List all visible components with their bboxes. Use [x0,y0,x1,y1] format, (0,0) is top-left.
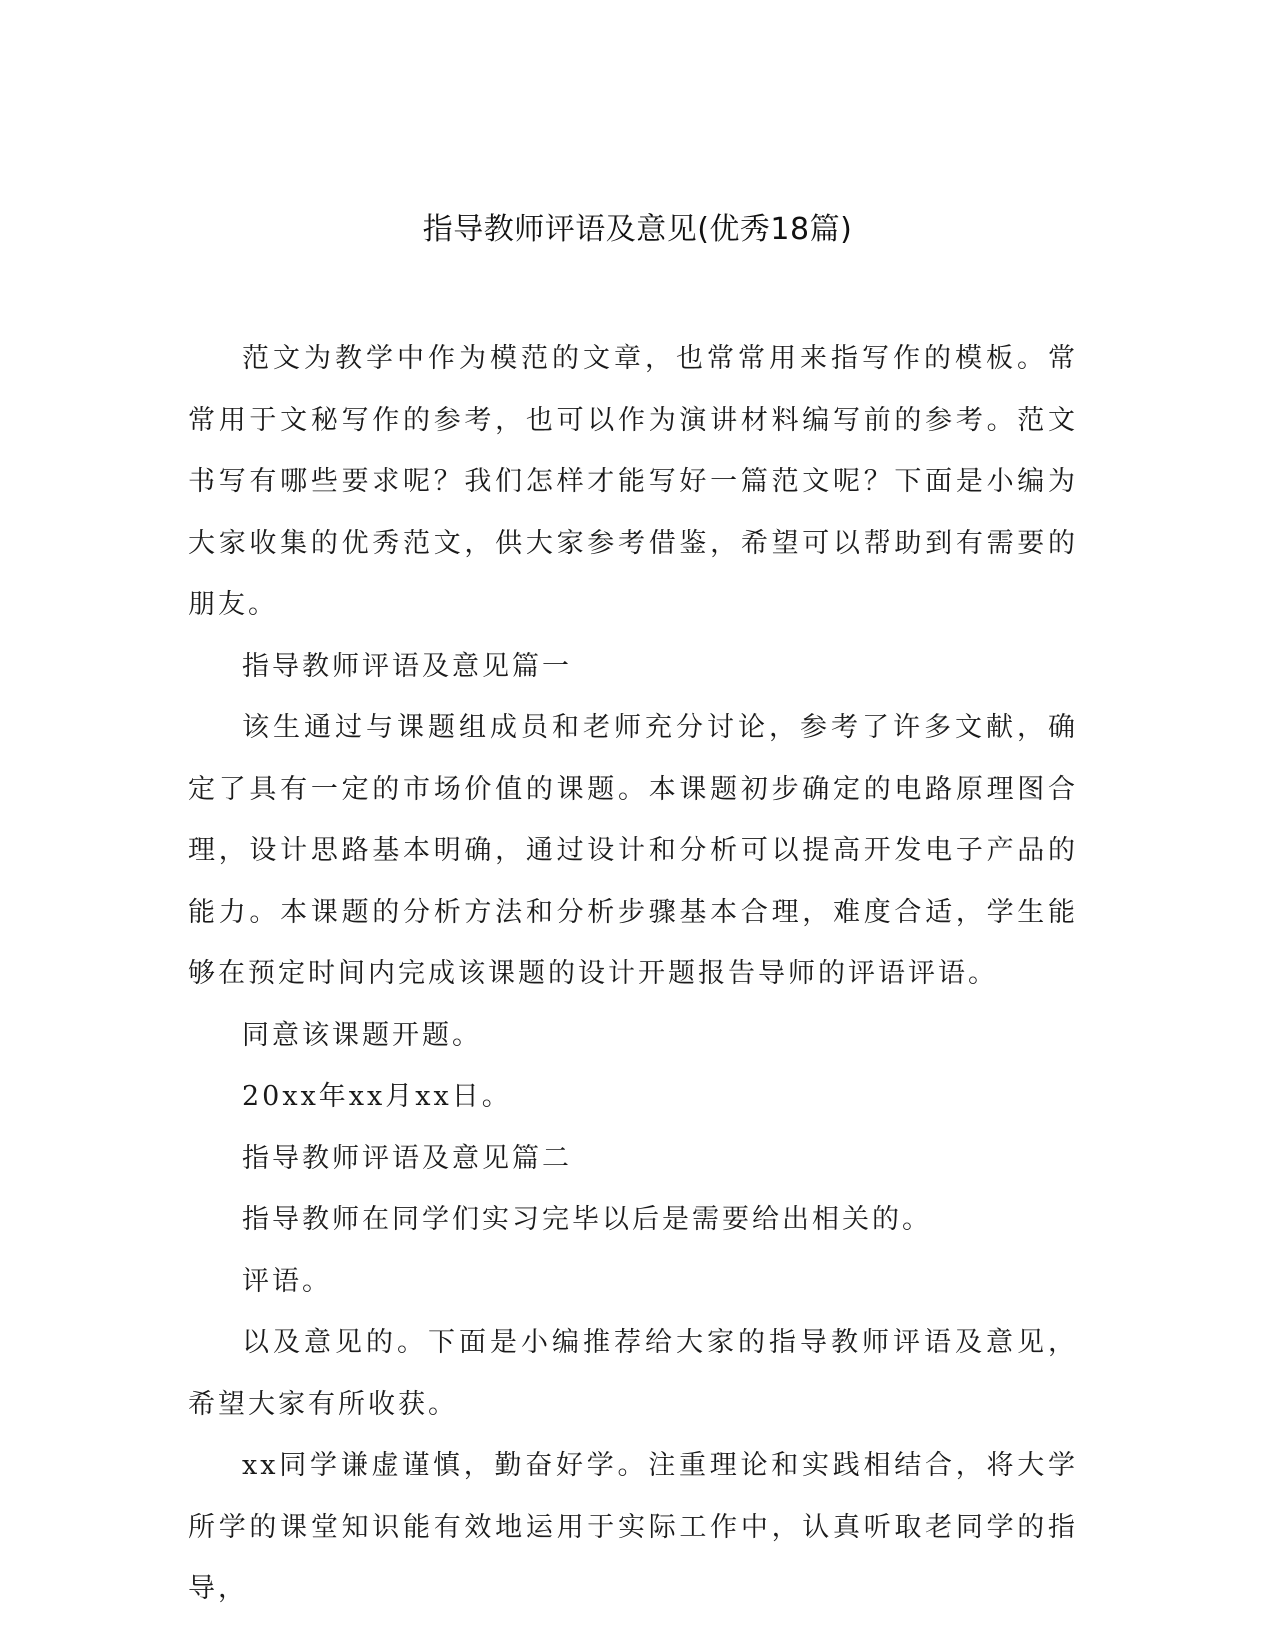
document-title: 指导教师评语及意见(优秀18篇) [422,212,853,247]
body-paragraph: 同意该课题开题。 [242,1019,482,1051]
date-line: 20xx年xx月xx日。 [242,1081,512,1112]
document-body [188,328,1078,1620]
body-paragraph: 该生通过与课题组成员和老师充分讨论，参考了许多文献，确定了具有一定的市场价值的课题。本课题初步确定的电路原理图合理，设计思路基本明确，通过设计和分析可以提高开发电子产品的能力。本课题的分析方法和分析步骤基本合理，难度合适，学生能够在预定时间内完成该课题的设计开题报告导师的评语评语。 [188,712,1078,989]
body-paragraph: 评语。 [242,1265,332,1297]
body-paragraph: 指导教师在同学们实习完毕以后是需要给出相关的。 [242,1204,932,1235]
section-heading-1: 指导教师评语及意见篇一 [242,650,572,682]
body-paragraph: 以及意见的。下面是小编推荐给大家的指导教师评语及意见，希望大家有所收获。 [188,1327,1078,1420]
body-paragraph: xx同学谦虚谨慎，勤奋好学。注重理论和实践相结合，将大学所学的课堂知识能有效地运用于实际工作中，认真听取老同学的指导， [188,1450,1078,1604]
section-heading-2: 指导教师评语及意见篇二 [242,1142,572,1174]
intro-paragraph: 范文为教学中作为模范的文章，也常常用来指写作的模板。常常用于文秘写作的参考，也可以作为演讲材料编写前的参考。范文书写有哪些要求呢？我们怎样才能写好一篇范文呢？下面是小编为大家收集的优秀范文，供大家参考借鉴，希望可以帮助到有需要的朋友。 [188,343,1078,620]
